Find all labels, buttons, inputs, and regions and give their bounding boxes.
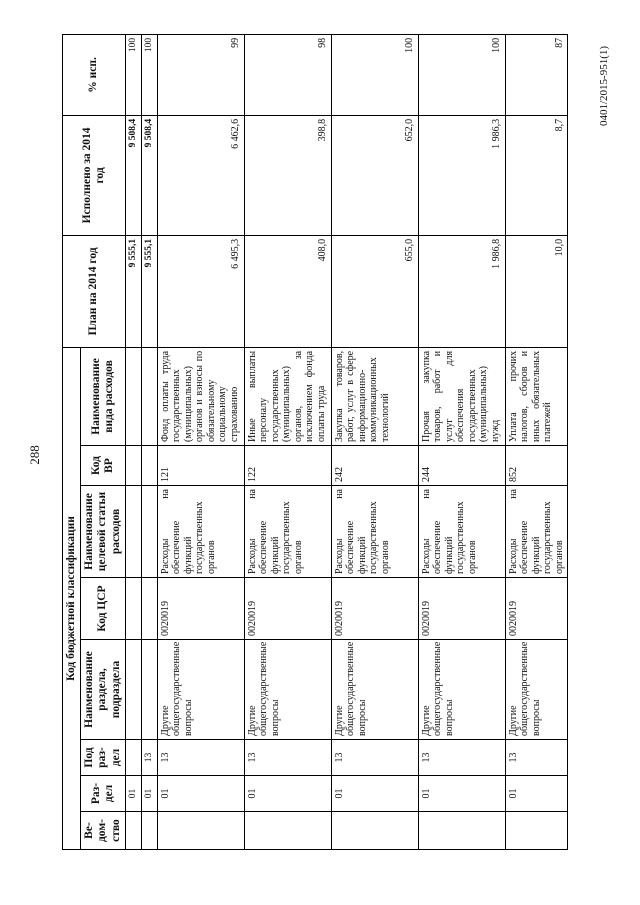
cell-podrazdel: 13 xyxy=(244,740,331,776)
cell-done: 8,7 xyxy=(505,115,568,235)
cell-done: 9 508,4 xyxy=(125,115,141,235)
cell-vr-name: Прочая закупка товаров, работ и услуг для обеспечения государственных (муниципальных) нужд xyxy=(418,347,505,445)
cell-percent: 100 xyxy=(331,34,418,115)
cell-razdel-name: Другие общегосударственные вопросы xyxy=(418,640,505,740)
cell-razdel-name xyxy=(141,640,157,740)
cell-vr-name xyxy=(125,347,141,445)
cell-podrazdel: 13 xyxy=(331,740,418,776)
cell-csr-name xyxy=(125,486,141,578)
cell-vr-name: Иные выплаты персоналу государственных (муниципальных) органов, за исключением фонда оплаты труда xyxy=(244,347,331,445)
cell-razdel-name: Другие общегосударственные вопросы xyxy=(244,640,331,740)
document-code xyxy=(596,18,611,153)
header-vedomstvo: Ве- дом- ство xyxy=(81,812,126,850)
cell-vedomstvo xyxy=(157,812,244,850)
cell-csr: 0020019 xyxy=(157,578,244,640)
cell-vr-name: Фонд оплаты труда государственных (муниципальных) органов и взносы по обязательному социальному страхованию xyxy=(157,347,244,445)
cell-plan: 6 495,3 xyxy=(157,235,244,347)
cell-vr: 852 xyxy=(505,446,568,486)
cell-done: 652,0 xyxy=(331,115,418,235)
cell-razdel: 01 xyxy=(157,776,244,812)
cell-razdel: 01 xyxy=(331,776,418,812)
table-row xyxy=(331,34,418,849)
cell-vedomstvo xyxy=(244,812,331,850)
cell-podrazdel xyxy=(125,740,141,776)
cell-csr: 0020019 xyxy=(418,578,505,640)
header-podrazdel: Под раз- дел xyxy=(81,740,126,776)
cell-csr-name: Расходы на обеспечение функций государственных органов xyxy=(331,486,418,578)
cell-vedomstvo xyxy=(505,812,568,850)
page-number: 288 xyxy=(27,445,42,465)
cell-percent: 87 xyxy=(505,34,568,115)
cell-percent: 98 xyxy=(244,34,331,115)
cell-razdel: 01 xyxy=(505,776,568,812)
cell-csr: 0020019 xyxy=(244,578,331,640)
cell-vr-name: Уплата прочих налогов, сборов и иных обязательных платежей xyxy=(505,347,568,445)
table-row xyxy=(505,34,568,849)
cell-done: 9 508,4 xyxy=(141,115,157,235)
cell-razdel: 01 xyxy=(141,776,157,812)
cell-percent: 100 xyxy=(125,34,141,115)
cell-razdel-name: Другие общегосударственные вопросы xyxy=(505,640,568,740)
cell-vr-name xyxy=(141,347,157,445)
header-razdel-name: Наименование раздела, подраздела xyxy=(81,640,126,740)
cell-vedomstvo xyxy=(125,812,141,850)
header-plan: План на 2014 год xyxy=(63,235,126,347)
cell-podrazdel: 13 xyxy=(157,740,244,776)
header-percent: % исп. xyxy=(63,34,126,115)
cell-csr-name xyxy=(141,486,157,578)
cell-vr: 244 xyxy=(418,446,505,486)
cell-vr xyxy=(125,446,141,486)
cell-vr: 122 xyxy=(244,446,331,486)
cell-done: 1 986,3 xyxy=(418,115,505,235)
budget-table xyxy=(62,34,568,850)
cell-razdel: 01 xyxy=(418,776,505,812)
cell-csr-name: Расходы на обеспечение функций государственных органов xyxy=(505,486,568,578)
header-vr: Код ВР xyxy=(81,446,126,486)
cell-razdel-name: Другие общегосударственные вопросы xyxy=(157,640,244,740)
header-group-title: Код бюджетной классификации xyxy=(63,347,81,849)
cell-percent: 100 xyxy=(141,34,157,115)
cell-vr-name: Закупка товаров, работ, услуг в сфере информационно-коммуникационных технологий xyxy=(331,347,418,445)
cell-razdel-name: Другие общегосударственные вопросы xyxy=(331,640,418,740)
cell-vedomstvo xyxy=(418,812,505,850)
header-vr-name: Наименование вида расходов xyxy=(81,347,126,445)
document-code-text: 0401/2015-951(1) xyxy=(597,45,610,126)
cell-razdel: 01 xyxy=(244,776,331,812)
cell-podrazdel: 13 xyxy=(505,740,568,776)
cell-csr-name: Расходы на обеспечение функций государственных органов xyxy=(418,486,505,578)
table-row xyxy=(418,34,505,849)
header-done: Исполнено за 2014 год xyxy=(63,115,126,235)
cell-percent: 100 xyxy=(418,34,505,115)
header-row-1 xyxy=(63,34,81,849)
cell-vr: 121 xyxy=(157,446,244,486)
cell-vedomstvo xyxy=(331,812,418,850)
table-row xyxy=(141,34,157,849)
cell-vr xyxy=(141,446,157,486)
cell-vr: 242 xyxy=(331,446,418,486)
cell-plan: 1 986,8 xyxy=(418,235,505,347)
cell-plan: 9 555,1 xyxy=(125,235,141,347)
cell-csr xyxy=(125,578,141,640)
cell-csr: 0020019 xyxy=(505,578,568,640)
header-csr-name: Наименование целевой статьи расходов xyxy=(81,486,126,578)
cell-plan: 408,0 xyxy=(244,235,331,347)
cell-razdel-name xyxy=(125,640,141,740)
cell-done: 6 462,6 xyxy=(157,115,244,235)
cell-plan: 655,0 xyxy=(331,235,418,347)
cell-csr: 0020019 xyxy=(331,578,418,640)
budget-table-rotated xyxy=(62,35,565,850)
cell-razdel: 01 xyxy=(125,776,141,812)
header-csr: Код ЦСР xyxy=(81,578,126,640)
table-row xyxy=(157,34,244,849)
cell-csr-name: Расходы на обеспечение функций государственных органов xyxy=(157,486,244,578)
header-razdel: Раз- дел xyxy=(81,776,126,812)
cell-plan: 10,0 xyxy=(505,235,568,347)
cell-podrazdel: 13 xyxy=(418,740,505,776)
table-row xyxy=(244,34,331,849)
table-row xyxy=(125,34,141,849)
cell-podrazdel: 13 xyxy=(141,740,157,776)
cell-plan: 9 555,1 xyxy=(141,235,157,347)
cell-csr xyxy=(141,578,157,640)
cell-percent: 99 xyxy=(157,34,244,115)
cell-vedomstvo xyxy=(141,812,157,850)
cell-done: 398,8 xyxy=(244,115,331,235)
cell-csr-name: Расходы на обеспечение функций государственных органов xyxy=(244,486,331,578)
